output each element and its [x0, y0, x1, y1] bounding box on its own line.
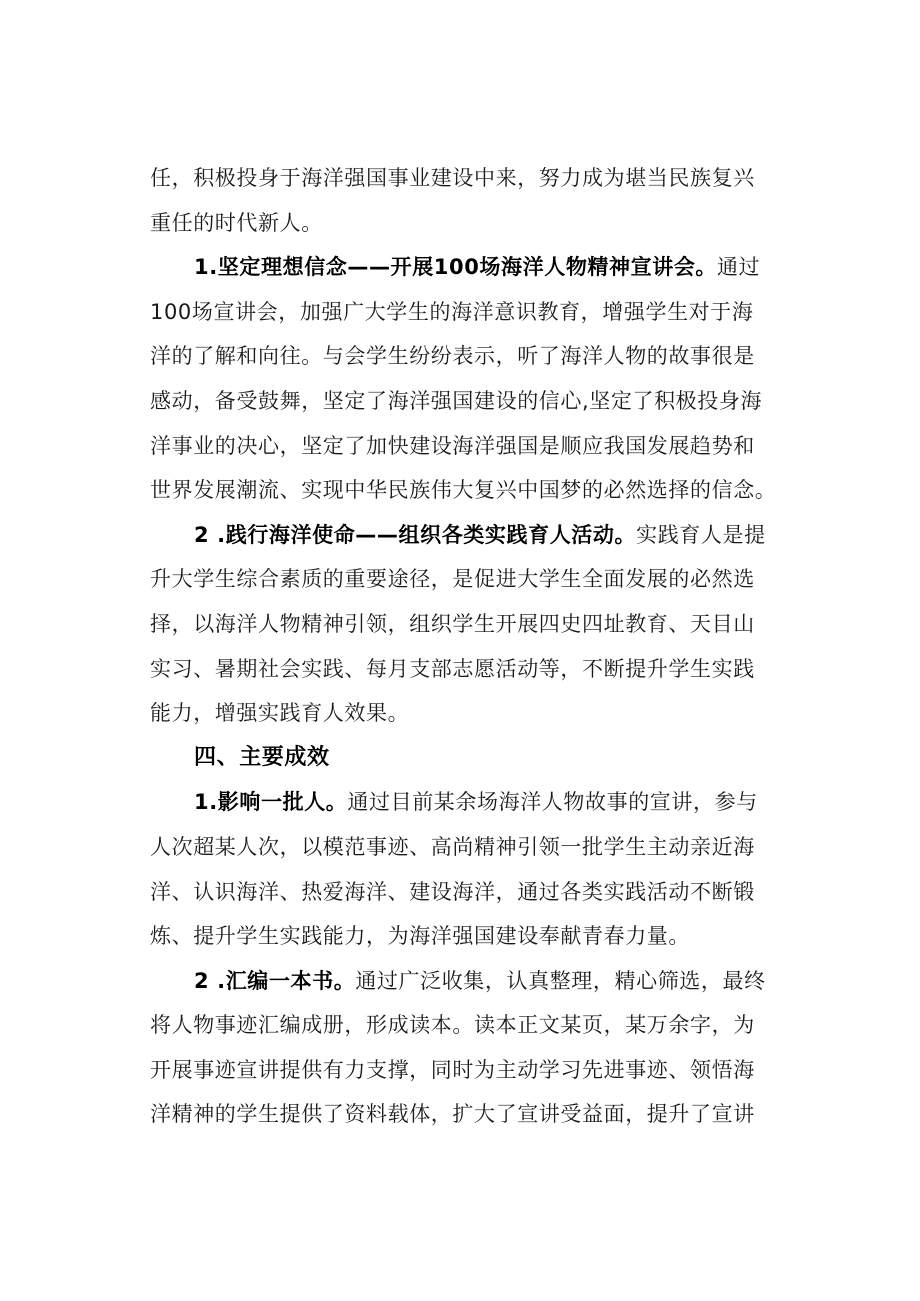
paragraph-lead-heading: 2 .汇编一本书。 — [194, 968, 356, 993]
paragraph-lead-heading: 2 .践行海洋使命——组织各类实践育人活动。 — [194, 522, 637, 547]
text-run: 实践育人是提 — [636, 522, 766, 547]
paragraph-mission — [150, 513, 810, 736]
paragraph-ideals — [150, 245, 810, 513]
text-line: 将人物事迹汇编成册，形成读本。读本正文某页，某万余字，为 — [150, 1013, 755, 1038]
text-line — [150, 245, 810, 290]
text-line: 炼、提升学生实践能力，为海洋强国建设奉献青春力量。 — [150, 924, 690, 949]
text-run: 通过广泛收集，认真整理，精心筛选，最终 — [355, 968, 766, 993]
text-line: 洋的了解和向往。与会学生纷纷表示，听了海洋人物的故事很是 — [150, 344, 755, 369]
text-line: 洋精神的学生提供了资料载体，扩大了宣讲受益面，提升了宣讲 — [150, 1102, 755, 1127]
paragraph-lead-heading: 1.影响一批人。 — [194, 790, 348, 815]
section-heading: 四、主要成效 — [194, 744, 330, 770]
text-line: 任，积极投身于海洋强国事业建设中来，努力成为堪当民族复兴 — [150, 166, 755, 190]
text-line — [150, 780, 810, 825]
text-run: 通过 — [717, 255, 761, 280]
text-line: 实习、暑期社会实践、每月支部志愿活动等，不断提升学生实践 — [150, 656, 755, 681]
paragraph-lead-heading: 1.坚定理想信念——开展100场海洋人物精神宣讲会。 — [194, 255, 718, 280]
text-line: 开展事迹宣讲提供有力支撑，同时为主动学习先进事迹、领悟海 — [150, 1057, 755, 1082]
document-body — [150, 156, 810, 1137]
text-line: 洋事业的决心，坚定了加快建设海洋强国是顺应我国发展趋势和 — [150, 433, 755, 458]
text-line: 能力，增强实践育人效果。 — [150, 701, 410, 726]
text-line — [150, 513, 810, 558]
text-line — [150, 959, 810, 1004]
text-line: 100场宣讲会，加强广大学生的海洋意识教育，增强学生对于海 — [150, 299, 754, 324]
paragraph-continuation — [150, 156, 810, 245]
text-line: 升大学生综合素质的重要途径，是促进大学生全面发展的必然选 — [150, 567, 755, 592]
text-line: 洋、认识海洋、热爱海洋、建设海洋，通过各类实践活动不断锻 — [150, 879, 755, 904]
paragraph-influence — [150, 780, 810, 958]
text-line: 世界发展潮流、实现中华民族伟大复兴中国梦的必然选择的信念。 — [150, 478, 777, 503]
text-line: 重任的时代新人。 — [150, 210, 323, 235]
text-line: 人次超某人次，以模范事迹、高尚精神引领一批学生主动亲近海 — [150, 834, 755, 859]
text-run: 通过目前某余场海洋人物故事的宣讲，参与 — [347, 790, 758, 815]
text-line: 感动，备受鼓舞，坚定了海洋强国建设的信心,坚定了积极投身海 — [150, 388, 763, 413]
text-line: 择，以海洋人物精神引领，组织学生开展四史四址教育、天目山 — [150, 611, 755, 636]
paragraph-book — [150, 959, 810, 1137]
